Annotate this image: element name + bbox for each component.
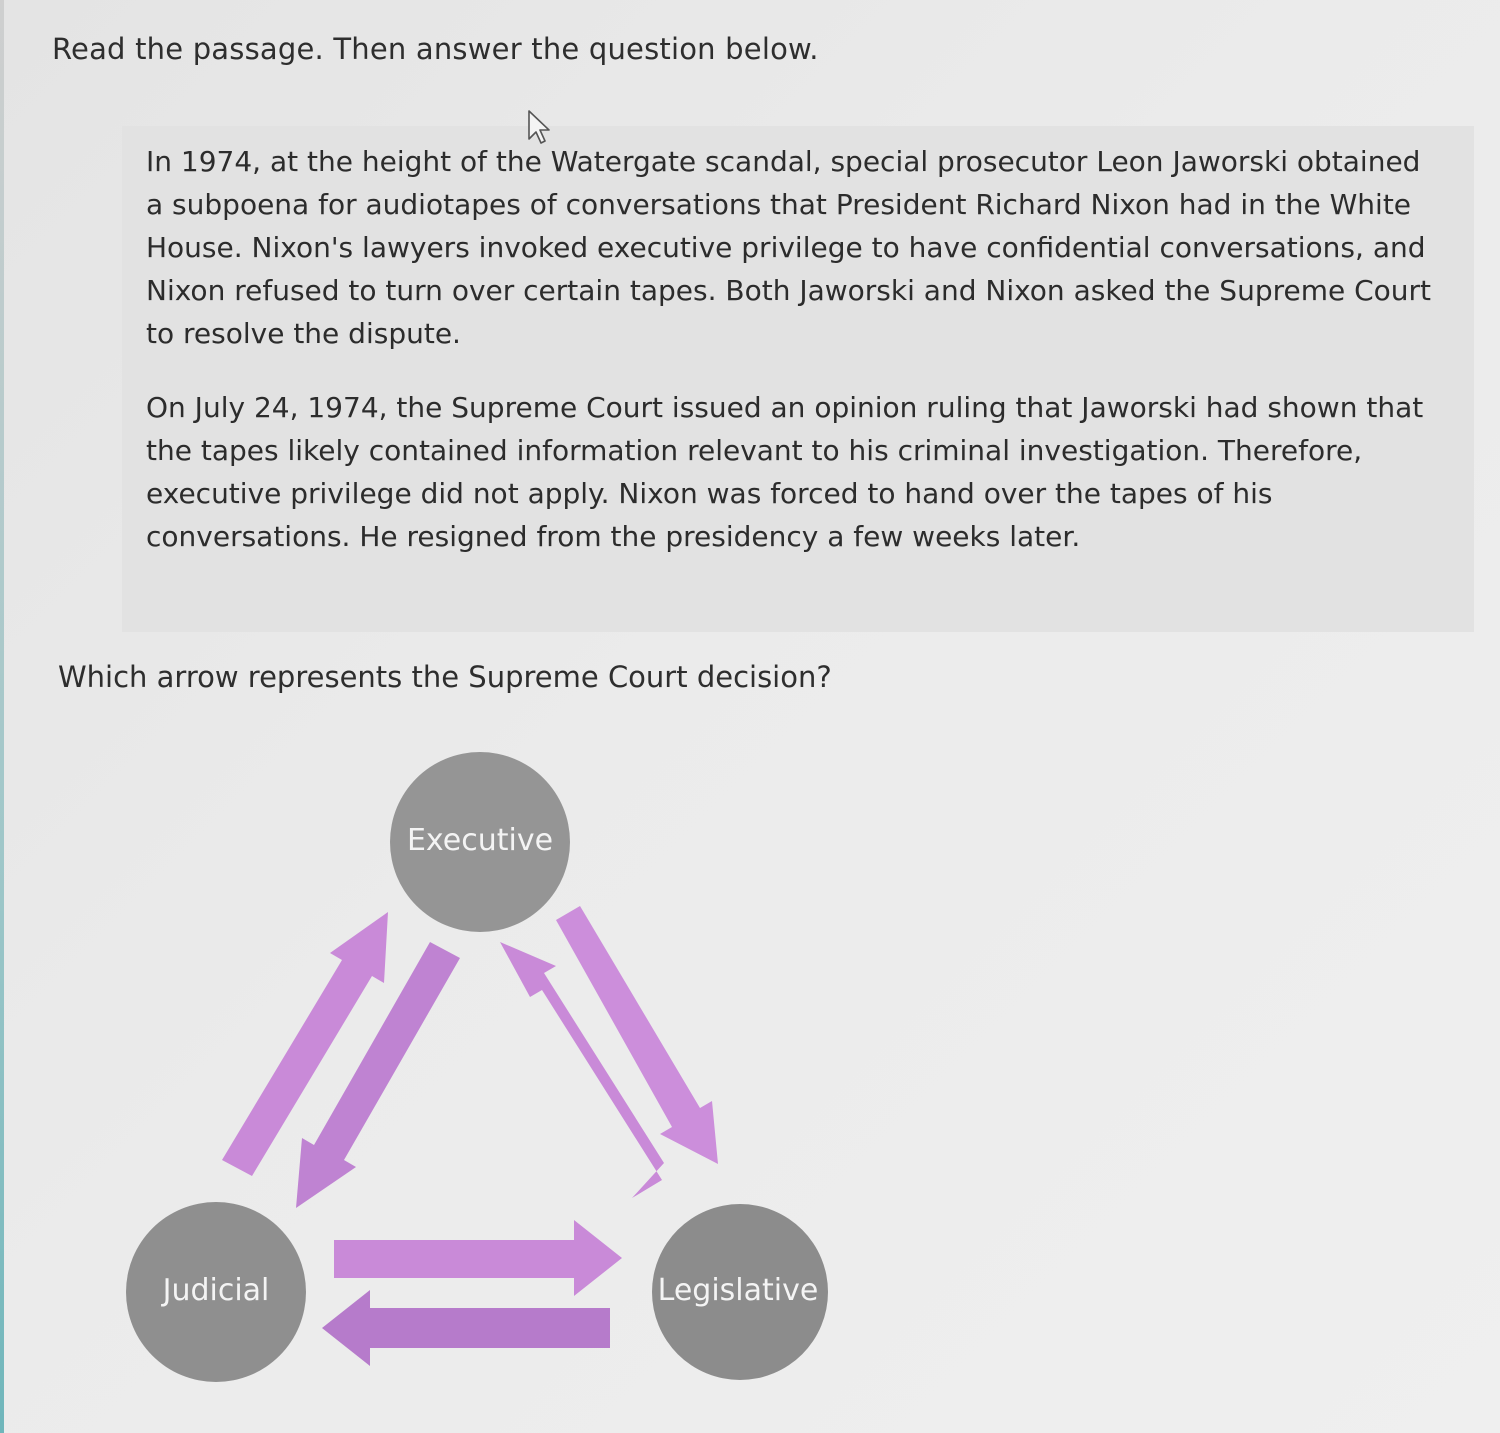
arrow-executive-to-judicial[interactable] (296, 942, 460, 1208)
executive-node (390, 752, 570, 932)
judicial-label: Judicial (162, 1273, 270, 1308)
passage-paragraph-1: In 1974, at the height of the Watergate scandal, special prosecutor Leon Jaworski obtained a subpoena for audiotapes of conversations that President Richard Nixon had in the White House. Nixon's lawyers invoked executive privilege to have confidential conversations, and Nixon refused to turn over certain tapes. Both Jaworski and Nixon asked the Supreme Court to resolve the dispute. (146, 145, 1432, 350)
legislative-node (652, 1204, 828, 1380)
executive-label: Executive (406, 823, 554, 858)
arrow-legislative-to-judicial[interactable] (322, 1290, 610, 1366)
arrow-judicial-to-executive[interactable] (222, 912, 388, 1176)
legislative-label: Legislative (657, 1273, 819, 1308)
question-text: Which arrow represents the Supreme Court decision? (58, 660, 832, 694)
mouse-pointer-icon (524, 108, 554, 148)
instruction-text: Read the passage. Then answer the question below. (52, 32, 819, 66)
passage-paragraph-2: On July 24, 1974, the Supreme Court issued an opinion ruling that Jaworski had shown that the tapes likely contained information relevant to his criminal investigation. Therefore, executive privilege did not apply. Nixon was forced to hand over the tapes of his conversations. He resigned from the presidency a few weeks later. (146, 391, 1424, 553)
judicial-node (126, 1202, 306, 1382)
branches-diagram (0, 720, 1000, 1420)
arrow-legislative-to-executive[interactable] (500, 942, 664, 1198)
arrow-judicial-to-legislative[interactable] (334, 1220, 622, 1296)
